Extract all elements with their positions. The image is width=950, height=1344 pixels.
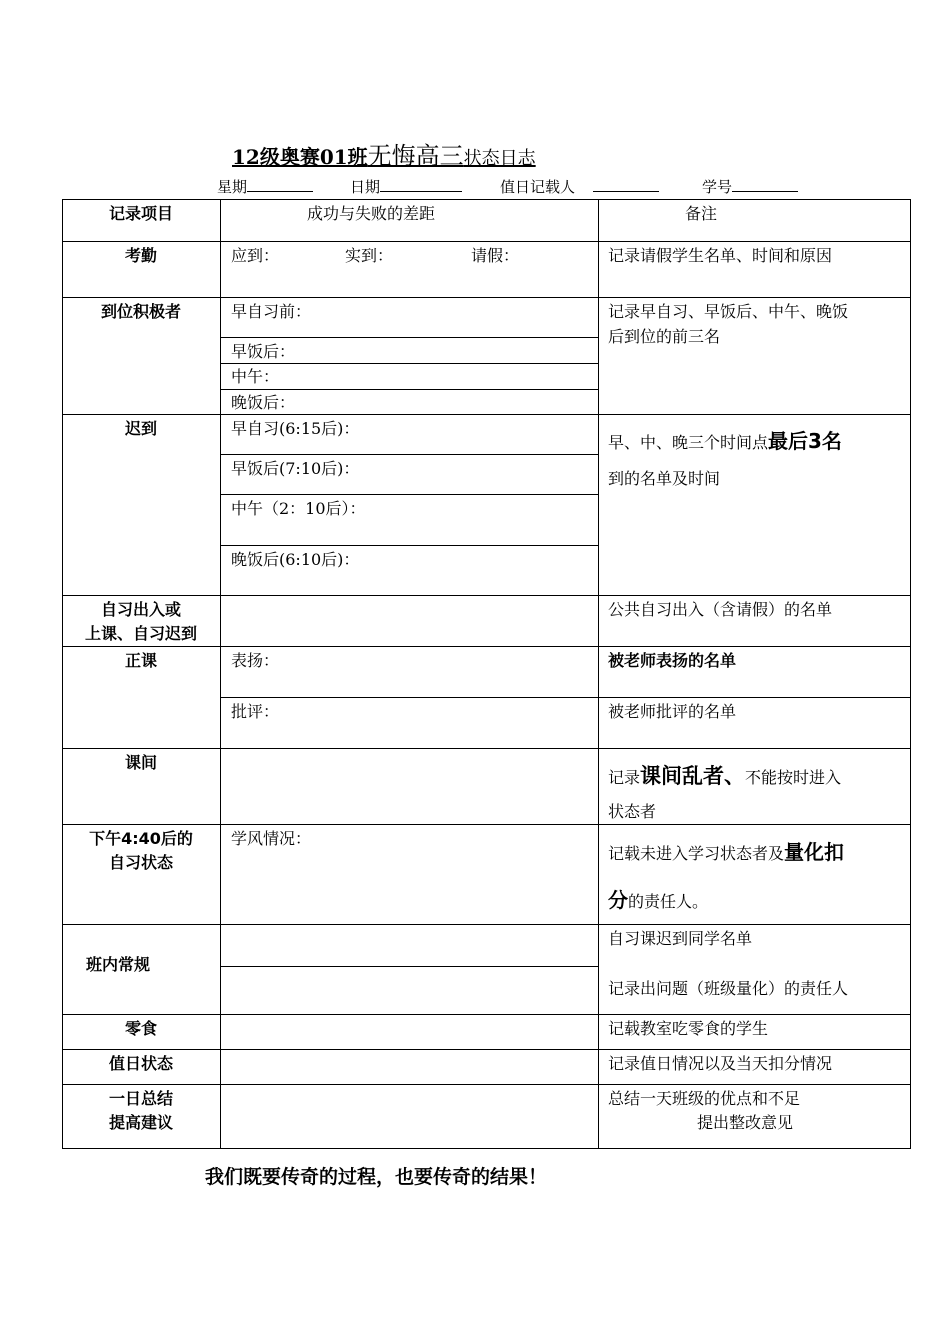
row-label-afternoon-2: 自习状态 [108, 853, 173, 872]
student-id-field: 学号 [702, 176, 798, 197]
early-slot-3: 中午： [231, 367, 280, 386]
break-note-2: 状态者 [608, 802, 657, 821]
early-note-1: 记录早自习、早饭后、中午、晚饭 [608, 302, 849, 321]
summary-note-1: 总结一天班级的优点和不足 [608, 1089, 801, 1108]
row-label-snacks: 零食 [124, 1019, 157, 1038]
attendance-leave: 请假： [471, 246, 520, 265]
class-criticism: 批评： [231, 702, 280, 721]
slogan: 我们既要传奇的过程，也要传奇的结果！ [205, 1166, 548, 1188]
row-label-selfstudy-1: 自习出入或 [100, 600, 181, 619]
late-slot-3: 中午（2：10后）： [231, 499, 366, 518]
row-label-break: 课间 [124, 753, 157, 772]
attendance-note: 记录请假学生名单、时间和原因 [608, 246, 833, 265]
class-criticism-note: 被老师批评的名单 [608, 702, 737, 721]
page-title: 12级奥赛01班无悔高三状态日志 [232, 142, 536, 170]
attendance-actual: 实到： [345, 246, 394, 265]
row-label-afternoon-1: 下午4:40后的 [89, 829, 193, 848]
routine-note-2: 记录出问题（班级量化）的责任人 [608, 979, 849, 998]
row-label-attendance: 考勤 [124, 246, 157, 265]
date-field: 日期 [350, 176, 462, 197]
snacks-note: 记载教室吃零食的学生 [608, 1019, 769, 1038]
row-label-late: 迟到 [124, 419, 157, 438]
row-label-selfstudy-2: 上课、自习迟到 [84, 624, 197, 643]
attendance-should: 应到： [231, 246, 280, 265]
late-slot-1: 早自习(6:15后)： [231, 419, 360, 438]
late-note-1: 早、中、晚三个时间点最后3名 [608, 429, 842, 453]
afternoon-note-1: 记载未进入学习状态者及量化扣 [608, 840, 845, 864]
late-note-2: 到的名单及时间 [608, 469, 721, 488]
early-slot-2: 早饭后： [231, 342, 296, 361]
row-label-summary-2: 提高建议 [108, 1113, 173, 1132]
column-header-item: 记录项目 [108, 204, 173, 223]
break-note-1: 记录课间乱者、不能按时进入 [608, 764, 842, 788]
row-label-routine: 班内常规 [86, 955, 151, 974]
early-slot-1: 早自习前： [231, 302, 312, 321]
selfstudy-note: 公共自习出入（含请假）的名单 [608, 600, 833, 619]
afternoon-note-2: 分的责任人。 [608, 888, 709, 912]
row-label-duty: 值日状态 [108, 1054, 173, 1073]
column-header-note: 备注 [685, 204, 718, 223]
class-praise: 表扬： [231, 651, 280, 670]
row-label-summary-1: 一日总结 [108, 1089, 173, 1108]
late-slot-4: 晚饭后(6:10后)： [231, 550, 360, 569]
routine-note-1: 自习课迟到同学名单 [608, 929, 753, 948]
weekday-field: 星期 [217, 176, 313, 197]
duty-note: 记录值日情况以及当天扣分情况 [608, 1054, 833, 1073]
recorder-field: 值日记载人 [500, 176, 659, 197]
class-praise-note: 被老师表扬的名单 [608, 651, 737, 670]
late-slot-2: 早饭后(7:10后)： [231, 459, 360, 478]
early-slot-4: 晚饭后： [231, 393, 296, 412]
column-header-gap: 成功与失败的差距 [307, 204, 436, 223]
afternoon-content: 学风情况： [231, 829, 312, 848]
row-label-early: 到位积极者 [100, 302, 181, 321]
early-note-2: 后到位的前三名 [608, 327, 721, 346]
row-label-class: 正课 [124, 651, 157, 670]
summary-note-2: 提出整改意见 [697, 1113, 794, 1132]
